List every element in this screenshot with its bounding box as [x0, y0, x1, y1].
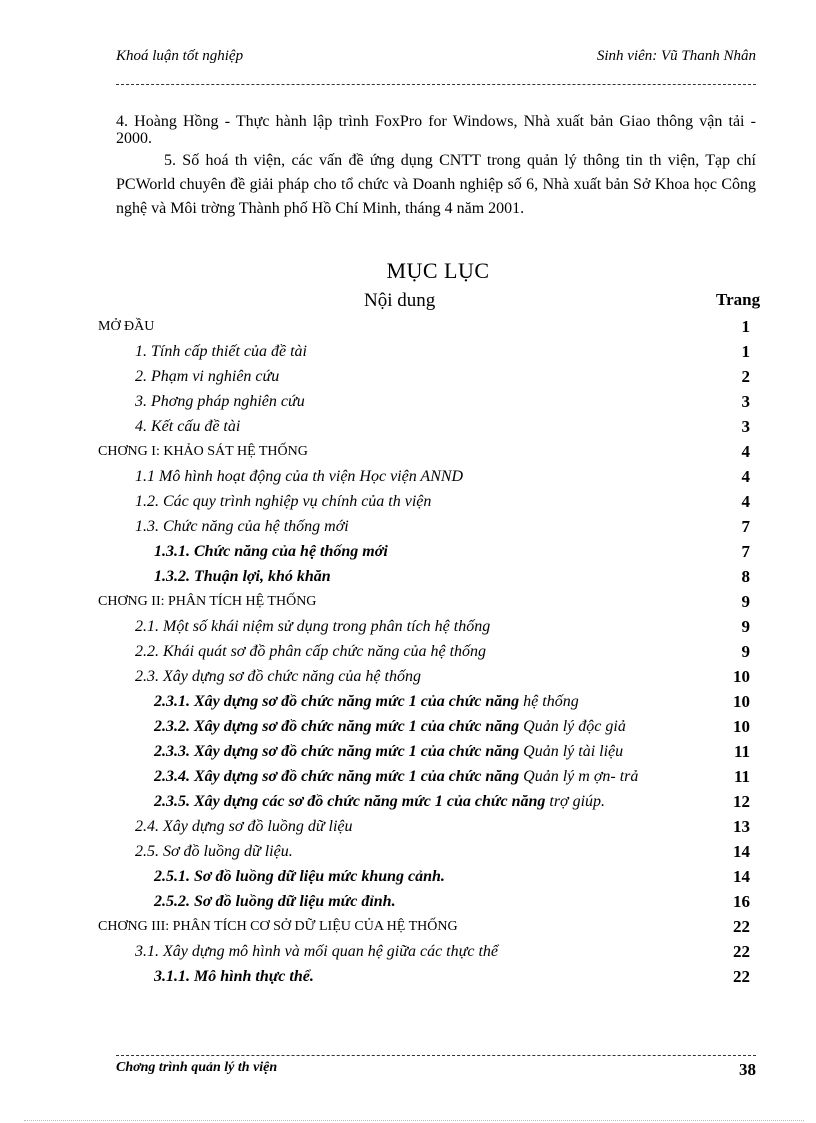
toc-entry[interactable] — [98, 389, 778, 414]
toc-entry[interactable] — [98, 564, 778, 589]
toc-entry-page: 12 — [733, 792, 750, 811]
page-bottom-border — [24, 1120, 804, 1121]
header-divider — [116, 84, 756, 85]
references-list — [116, 113, 756, 221]
toc-entry-title: 1.3.1. Chức năng của hệ thống mới — [154, 543, 388, 560]
toc-entry-title: 3. Phơng pháp nghiên cứu — [135, 393, 305, 410]
toc-entry[interactable] — [98, 514, 778, 539]
toc-entry-title: 2.4. Xây dựng sơ đồ luồng dữ liệu — [135, 818, 353, 835]
toc-entry-title — [154, 789, 605, 814]
header-thesis-label: Khoá luận tốt nghiệp — [116, 48, 244, 64]
toc-entry[interactable] — [98, 539, 778, 564]
toc-entry-title: 1.3.2. Thuận lợi, khó khăn — [154, 568, 331, 585]
page-footer — [116, 1060, 756, 1082]
toc-entry-title-bold: 2.3.3. Xây dựng sơ đồ chức năng mức 1 của chức năng — [154, 743, 520, 760]
toc-entry[interactable] — [98, 839, 778, 864]
toc-entry-page: 22 — [733, 967, 750, 986]
toc-column-page: Trang — [716, 290, 761, 309]
toc-entry-page: 1 — [741, 342, 750, 361]
toc-entry-title: CHƠNG I: KHẢO SÁT HỆ THỐNG — [98, 444, 308, 459]
toc-column-content: Nội dung — [364, 290, 436, 311]
toc-entry-page: 9 — [741, 642, 750, 661]
toc-entry-title-rest: hệ thống — [519, 693, 579, 710]
toc-entry-title: 2.5.1. Sơ đồ luồng dữ liệu mức khung cảnh. — [154, 868, 445, 885]
toc-entry-page: 2 — [741, 367, 750, 386]
toc-entry-page: 4 — [741, 442, 750, 461]
toc-entry[interactable] — [98, 439, 778, 464]
toc-entry-title: 2.1. Một số khái niệm sử dụng trong phân tích hệ thống — [135, 618, 491, 635]
toc-entry[interactable] — [98, 414, 778, 439]
toc-entry[interactable] — [98, 914, 778, 939]
toc-entry-title: 1.2. Các quy trình nghiệp vụ chính của th viện — [135, 493, 432, 510]
header-student-name: Sinh viên: Vũ Thanh Nhân — [596, 48, 756, 64]
toc-entry-page: 11 — [733, 767, 750, 786]
toc-entry-title: 3.1.1. Mô hình thực thể. — [154, 968, 314, 985]
toc-entry-title: 1.1 Mô hình hoạt động của th viện Học viện ANND — [135, 468, 464, 485]
toc-entry[interactable] — [98, 364, 778, 389]
toc-entry-page: 11 — [733, 742, 750, 761]
toc-entry[interactable] — [98, 864, 778, 889]
toc-entry[interactable] — [98, 714, 778, 739]
toc-entry-title: 2.3. Xây dựng sơ đồ chức năng của hệ thống — [135, 668, 421, 685]
toc-entry[interactable] — [98, 339, 778, 364]
toc-entry-page: 10 — [733, 717, 750, 736]
toc-entry-page: 7 — [741, 542, 750, 561]
toc-entry-title: CHƠNG II: PHÂN TÍCH HỆ THỐNG — [98, 594, 317, 609]
toc-entry-title-rest: Quản lý m ợn- trả — [519, 768, 639, 785]
toc-entry-title: 1.3. Chức năng của hệ thống mới — [135, 518, 349, 535]
toc-entry-page: 4 — [741, 467, 750, 486]
toc-entry[interactable] — [98, 664, 778, 689]
toc-entry[interactable] — [98, 464, 778, 489]
toc-entry-page: 22 — [733, 917, 750, 936]
toc-entry[interactable] — [98, 614, 778, 639]
toc-entry-page: 9 — [741, 617, 750, 636]
toc-entry-title-rest: Quản lý độc giả — [519, 718, 626, 735]
toc-entry-title-bold: 2.3.4. Xây dựng sơ đồ chức năng mức 1 của chức năng — [154, 768, 520, 785]
toc-entry[interactable] — [98, 739, 778, 764]
toc-entry[interactable] — [98, 639, 778, 664]
toc-entry-page: 13 — [733, 817, 750, 836]
toc-entry-page: 4 — [741, 492, 750, 511]
toc-entry-title — [154, 764, 638, 789]
page-number: 38 — [739, 1060, 756, 1079]
toc-entry-title — [154, 714, 626, 739]
toc-entry-title: 2.5.2. Sơ đồ luồng dữ liệu mức đỉnh. — [154, 893, 396, 910]
toc-entry-title — [154, 739, 623, 764]
footer-divider — [116, 1055, 756, 1056]
toc-entry-page: 14 — [733, 867, 750, 886]
toc-entry-title-bold: 2.3.5. Xây dựng các sơ đồ chức năng mức 1 của chức năng — [154, 793, 546, 810]
toc-entry-page: 16 — [733, 892, 750, 911]
toc-entry-page: 8 — [741, 567, 750, 586]
toc-entry[interactable] — [98, 764, 778, 789]
toc-entry-page: 1 — [741, 317, 750, 336]
toc-entry-page: 9 — [741, 592, 750, 611]
toc-entry-title: 2.2. Khái quát sơ đồ phân cấp chức năng của hệ thống — [135, 643, 487, 660]
toc-entry-page: 14 — [733, 842, 750, 861]
toc-entry-title-bold: 2.3.1. Xây dựng sơ đồ chức năng mức 1 của chức năng — [154, 693, 520, 710]
toc-entry-title: 4. Kết cấu đề tài — [135, 418, 241, 435]
toc-title: MỤC LỤC — [386, 258, 490, 283]
toc-entry[interactable] — [98, 889, 778, 914]
toc-entry-page: 3 — [741, 417, 750, 436]
toc-entry-page: 10 — [733, 667, 750, 686]
table-of-contents — [98, 314, 778, 989]
toc-entry[interactable] — [98, 314, 778, 339]
toc-entry-title: 3.1. Xây dựng mô hình và mối quan hệ giữa các thực thể — [135, 943, 498, 960]
toc-entry-title-rest: Quản lý tài liệu — [519, 743, 624, 760]
toc-entry-title: CHƠNG III: PHÂN TÍCH CƠ SỞ DỮ LIỆU CỦA HỆ THỐNG — [98, 919, 458, 934]
toc-entry[interactable] — [98, 964, 778, 989]
toc-entry[interactable] — [98, 689, 778, 714]
page-header — [116, 48, 756, 70]
toc-entry-title-rest: trợ giúp. — [545, 793, 606, 810]
toc-entry-page: 7 — [741, 517, 750, 536]
toc-entry-page: 22 — [733, 942, 750, 961]
toc-entry[interactable] — [98, 939, 778, 964]
toc-entry-title: 2. Phạm vi nghiên cứu — [135, 368, 280, 385]
toc-entry-title: 1. Tính cấp thiết của đề tài — [135, 343, 307, 360]
toc-entry-page: 3 — [741, 392, 750, 411]
toc-entry-title — [154, 689, 579, 714]
toc-entry-page: 10 — [733, 692, 750, 711]
reference-item: 5. Số hoá th viện, các vấn đề ứng dụng CNTT trong quản lý thông tin th viện, Tạp chí PCWorld chuyên đề giải pháp cho tổ chức và Doanh nghiệp số 6, Nhà xuất bản Sở Khoa học Công nghệ và Môi trờng Thành phố Hồ Chí Minh, tháng 4 năm 2001. — [116, 152, 756, 217]
toc-entry[interactable] — [98, 814, 778, 839]
toc-entry-title: MỞ ĐẦU — [98, 319, 155, 334]
toc-entry-title: 2.5. Sơ đồ luồng dữ liệu. — [135, 843, 293, 860]
reference-item: 4. Hoàng Hồng - Thực hành lập trình FoxPro for Windows, Nhà xuất bản Giao thông vận tải - 2000. — [116, 113, 756, 147]
toc-entry[interactable] — [98, 489, 778, 514]
toc-entry-title-bold: 2.3.2. Xây dựng sơ đồ chức năng mức 1 của chức năng — [154, 718, 520, 735]
toc-entry[interactable] — [98, 789, 778, 814]
toc-entry[interactable] — [98, 589, 778, 614]
footer-project-title: Chơng trình quản lý th viện — [116, 1060, 278, 1075]
